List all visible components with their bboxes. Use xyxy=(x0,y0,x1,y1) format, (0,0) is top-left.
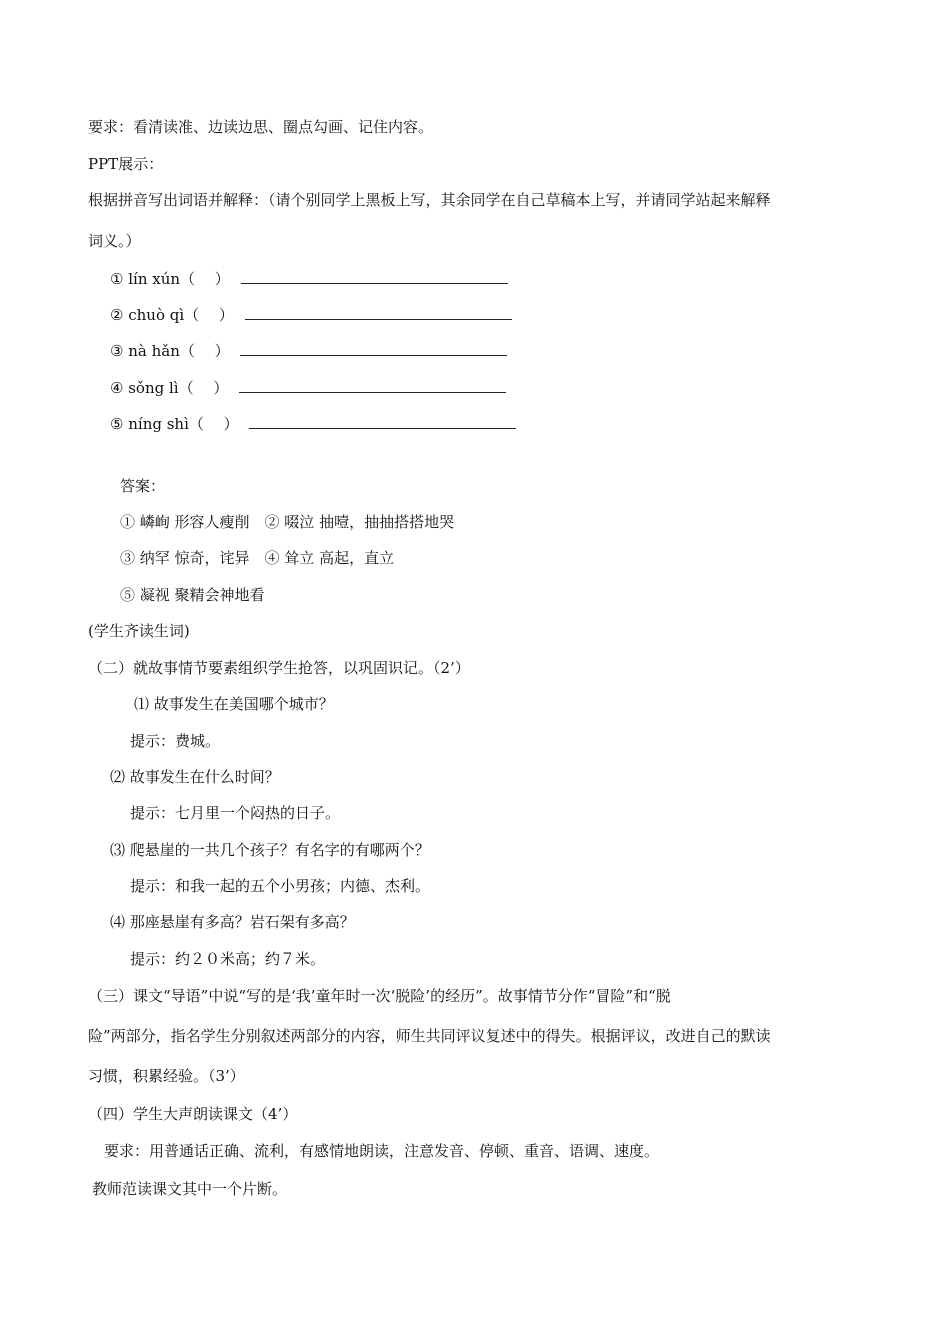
answer-line: ⑤ 凝视 聚精会神地看 xyxy=(120,586,265,604)
item-number: ⑤ xyxy=(110,415,124,433)
item-number: ④ xyxy=(110,379,124,397)
task-line-2: 词义。） xyxy=(88,232,141,250)
ppt-label: PPT展示： xyxy=(88,155,164,173)
question: ⑵ 故事发生在什么时间？ xyxy=(110,768,280,786)
students-read-note: (学生齐读生词) xyxy=(88,622,190,640)
answer-line: ③ 纳罕 惊奇，诧异 ④ 耸立 高起，直立 xyxy=(120,549,395,567)
pinyin-text: lín xún（ ） xyxy=(128,270,230,288)
question: ⑷ 那座悬崖有多高？岩石架有多高？ xyxy=(110,913,355,931)
pinyin-item xyxy=(110,305,512,325)
section-3-line-3: 习惯，积累经验。（3’） xyxy=(88,1067,245,1085)
pinyin-text: chuò qì（ ） xyxy=(128,306,234,324)
section-4-heading: （四）学生大声朗读课文（4’） xyxy=(88,1105,298,1123)
answer-line: ① 嶙峋 形容人瘦削 ② 啜泣 抽噎，抽抽搭搭地哭 xyxy=(120,513,455,531)
question: ⑶ 爬悬崖的一共几个孩子？有名字的有哪两个？ xyxy=(110,841,430,859)
pinyin-text: nà hǎn（ ） xyxy=(128,342,230,360)
section-2-heading: （二）就故事情节要素组织学生抢答，以巩固识记。（2’） xyxy=(88,659,470,677)
answer-blank xyxy=(241,269,508,284)
item-number: ② xyxy=(110,306,124,324)
hint: 提示：约２０米高；约７米。 xyxy=(130,950,326,968)
item-number: ③ xyxy=(110,342,124,360)
answer-blank xyxy=(239,378,506,393)
section-3-line-1: （三）课文“导语”中说“写的是‘我’童年时一次‘脱险’的经历”。故事情节分作“冒险”和“脱 xyxy=(88,987,671,1005)
answer-blank xyxy=(249,414,516,429)
section-4-requirement: 要求：用普通话正确、流利，有感情地朗读，注意发音、停顿、重音、语调、速度。 xyxy=(104,1142,660,1160)
pinyin-text: níng shì（ ） xyxy=(128,415,239,433)
pinyin-item xyxy=(110,341,507,361)
teacher-read-note: 教师范读课文其中一个片断。 xyxy=(92,1180,288,1198)
pinyin-item xyxy=(110,269,508,289)
answer-blank xyxy=(240,341,507,356)
hint: 提示：七月里一个闷热的日子。 xyxy=(130,804,341,822)
pinyin-text: sǒng lì（ ） xyxy=(128,379,229,397)
pinyin-item xyxy=(110,378,506,398)
hint: 提示：费城。 xyxy=(130,732,221,750)
hint: 提示：和我一起的五个小男孩；内德、杰利。 xyxy=(130,877,431,895)
requirement-text: 要求：看清读准、边读边思、圈点勾画、记住内容。 xyxy=(88,118,434,136)
answer-label: 答案： xyxy=(120,477,166,495)
question: ⑴ 故事发生在美国哪个城市？ xyxy=(134,695,334,713)
answer-blank xyxy=(245,305,512,320)
task-line-1: 根据拼音写出词语并解释：（请个别同学上黑板上写，其余同学在自己草稿本上写，并请同学站起来解释 xyxy=(88,191,771,209)
pinyin-item xyxy=(110,414,516,434)
item-number: ① xyxy=(110,270,124,288)
section-3-line-2: 险”两部分，指名学生分别叙述两部分的内容，师生共同评议复述中的得失。根据评议，改进自己的默读 xyxy=(88,1027,771,1045)
